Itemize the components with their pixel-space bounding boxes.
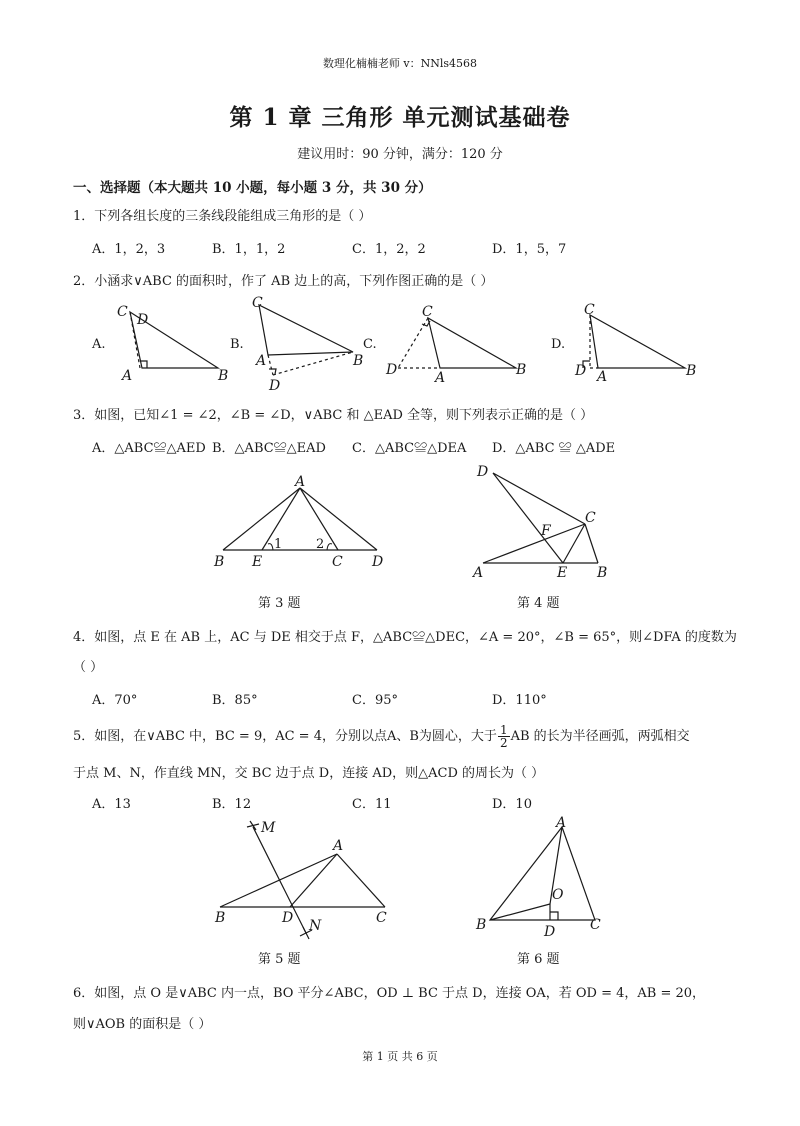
question-5-stem-line2: 于点 M、N，作直线 MN，交 BC 边于点 D，连接 AD，则△ACD 的周长为（ ） [73, 766, 545, 781]
q5-stem-part-b: AB 的长为半径画弧，两弧相交 [510, 729, 690, 744]
figure-3-caption: 第 3 题 [258, 596, 301, 611]
q1-option-c: C．1，2，2 [352, 242, 426, 257]
fig3-label-1: 1 [274, 537, 283, 552]
q5-fraction [498, 724, 510, 749]
question-6-stem-line2: 则∨AOB 的面积是（ ） [73, 1017, 212, 1032]
question-4-stem-line2: （ ） [73, 660, 104, 675]
question-6-stem-line1: 6．如图，点 O 是∨ABC 内一点，BO 平分∠ABC，OD ⊥ BC 于点 D，连接 OA，若 OD = 4，AB = 20， [73, 986, 706, 1001]
figure-4 [465, 460, 620, 585]
fig4-label-b: B [597, 565, 608, 581]
fig6-label-b: B [476, 917, 487, 933]
figure-4-caption: 第 4 题 [517, 596, 560, 611]
q2b-label-b: B [353, 353, 364, 369]
fig6-label-d: D [544, 924, 556, 940]
q5-stem-part-a: 5．如图，在∨ABC 中，BC = 9，AC = 4，分别以点A、B为圆心，大于 [73, 729, 497, 744]
fig5-label-m: M [261, 820, 276, 836]
q5-option-c: C．11 [352, 797, 392, 812]
q4-option-c: C．95° [352, 693, 398, 708]
q5-fraction-denominator: 2 [499, 736, 508, 750]
question-3-stem: 3．如图，已知∠1 = ∠2，∠B = ∠D，∨ABC 和 △EAD 全等，则下列表示正确的是（ ） [73, 408, 594, 423]
fig3-label-a: A [295, 474, 306, 490]
q2c-label-d: D [386, 362, 398, 378]
q2a-label-c: C [117, 304, 128, 320]
q2-option-d-label: D. [551, 337, 566, 352]
fig5-label-d: D [282, 910, 294, 926]
figure-6 [470, 812, 620, 942]
page-title: 第 1 章 三角形 单元测试基础卷 [229, 104, 571, 131]
q3-option-a: A．△ABC≌△AED [92, 441, 206, 456]
fig4-label-d: D [477, 464, 489, 480]
q2b-label-d: D [269, 378, 281, 394]
figure-5-caption: 第 5 题 [258, 952, 301, 967]
figure-5 [210, 812, 395, 942]
q4-option-d: D．110° [492, 693, 547, 708]
q2-figure-b [245, 295, 370, 395]
fig5-label-b: B [215, 910, 226, 926]
q2c-label-c: C [422, 304, 433, 320]
q2-figure-c [380, 300, 535, 385]
q3-option-d: D．△ABC ≌ △ADE [492, 441, 616, 456]
q2b-label-a: A [256, 353, 267, 369]
q2a-label-d: D [137, 312, 149, 328]
fig4-label-f: F [541, 523, 551, 539]
q5-option-a: A．13 [92, 797, 131, 812]
page-subtitle: 建议用时：90 分钟，满分：120 分 [297, 147, 503, 162]
question-5-stem-line1 [73, 724, 690, 749]
q5-fraction-numerator: 1 [499, 723, 508, 737]
question-1-stem: 1．下列各组长度的三条线段能组成三角形的是（ ） [73, 209, 372, 224]
fig3-label-c: C [332, 554, 343, 570]
q2a-label-a: A [122, 368, 133, 384]
q2-option-a-label: A. [92, 337, 106, 352]
q2d-label-a: A [597, 369, 608, 385]
q2c-label-b: B [516, 362, 527, 378]
q2d-label-c: C [584, 302, 595, 318]
fig3-label-2: 2 [316, 537, 325, 552]
fig6-label-o: O [552, 887, 564, 903]
fig6-label-c: C [590, 917, 601, 933]
q2-option-c-label: C. [363, 337, 377, 352]
q5-option-d: D．10 [492, 797, 532, 812]
q2-figure-a [110, 300, 230, 385]
q1-option-d: D．1，5，7 [492, 242, 567, 257]
figure-6-caption: 第 6 题 [517, 952, 560, 967]
fig3-label-d: D [372, 554, 384, 570]
q3-option-b: B．△ABC≌△EAD [212, 441, 326, 456]
header-note: 数理化楠楠老师 v：NNls4568 [322, 57, 478, 70]
fig4-label-e: E [557, 565, 568, 581]
q2d-label-b: B [686, 363, 697, 379]
fig3-label-e: E [252, 554, 263, 570]
fig5-label-a: A [333, 838, 344, 854]
q2b-label-c: C [252, 295, 263, 311]
q1-option-a: A．1，2，3 [92, 242, 166, 257]
q5-option-b: B．12 [212, 797, 252, 812]
figure-3 [210, 470, 395, 575]
q2-option-b-label: B. [230, 337, 244, 352]
q1-option-b: B．1，1，2 [212, 242, 286, 257]
fig5-label-c: C [376, 910, 387, 926]
fig5-label-n: N [309, 918, 322, 934]
q2-figure-d [570, 300, 700, 385]
q2d-label-d: D [575, 363, 587, 379]
section-heading: 一、选择题（本大题共 10 小题，每小题 3 分，共 30 分） [73, 180, 432, 196]
question-2-stem: 2．小涵求∨ABC 的面积时，作了 AB 边上的高，下列作图正确的是（ ） [73, 274, 494, 289]
q4-option-a: A．70° [92, 693, 138, 708]
q4-option-b: B．85° [212, 693, 258, 708]
fig3-label-b: B [214, 554, 225, 570]
question-4-stem-line1: 4．如图，点 E 在 AB 上，AC 与 DE 相交于点 F，△ABC≌△DEC，∠A = 20°，∠B = 65°，则∠DFA 的度数为 [73, 630, 737, 645]
fig6-label-a: A [556, 815, 567, 831]
fig4-label-c: C [585, 510, 596, 526]
q2c-label-a: A [435, 370, 446, 385]
q3-option-c: C．△ABC≌△DEA [352, 441, 467, 456]
fig4-label-a: A [473, 565, 484, 581]
q2a-label-b: B [218, 368, 229, 384]
page-footer: 第 1 页 共 6 页 [362, 1050, 438, 1063]
